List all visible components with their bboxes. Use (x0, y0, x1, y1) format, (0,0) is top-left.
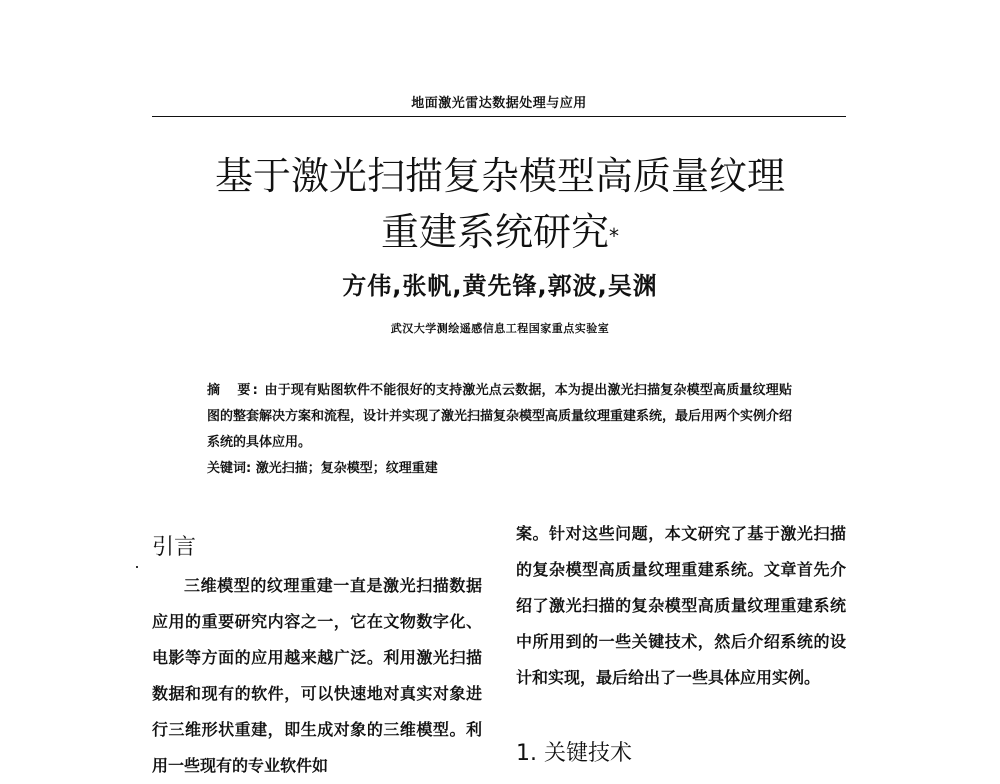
title-line-2: 重建系统研究 (380, 210, 609, 254)
title-line-1: 基于激光扫描复杂模型高质量纹理 (214, 154, 785, 198)
running-header: 地面激光雷达数据处理与应用 (411, 96, 587, 111)
authors: 方伟,张帆,黄先锋,郭波,吴渊 (342, 272, 658, 300)
intro-paragraph: 三维模型的纹理重建一直是激光扫描数据应用的重要研究内容之一，它在文物数字化、电影等方面的应用越来越广泛。利用激光扫描数据和现有的软件，可以快速地对真实对象进行三维形状重建，即生成对象的三维模型。利用一些现有的专业软件如 (152, 576, 482, 775)
abstract-label: 摘 要: (207, 383, 260, 398)
intro-paragraph-continued: 案。针对这些问题，本文研究了基于激光扫描的复杂模型高质量纹理重建系统。文章首先介绍了激光扫描的复杂模型高质量纹理重建系统中所用到的一些关键技术，然后介绍系统的设计和实现，最后给出了一些具体应用实例。 (516, 524, 846, 687)
keywords (207, 456, 792, 482)
section-heading-key-tech: 1. 关键技术 (516, 741, 632, 766)
keywords-label: 关键词: (207, 461, 252, 476)
title-line-2-wrap (150, 204, 850, 264)
section-heading-intro: 引言 (152, 535, 197, 560)
scan-artifact (136, 566, 138, 568)
abstract-text: 由于现有贴图软件不能很好的支持激光点云数据，本为提出激光扫描复杂模型高质量纹理贴图的整套解决方案和流程，设计并实现了激光扫描复杂模型高质量纹理重建系统，最后用两个实例介绍系统的具体应用。 (207, 383, 793, 450)
abstract (207, 378, 792, 456)
keywords-text: 激光扫描；复杂模型；纹理重建 (255, 461, 438, 476)
affiliation: 武汉大学测绘遥感信息工程国家重点实验室 (390, 322, 610, 335)
footnote-marker: * (609, 224, 619, 248)
paper-title (150, 148, 850, 264)
header-rule (152, 116, 846, 117)
